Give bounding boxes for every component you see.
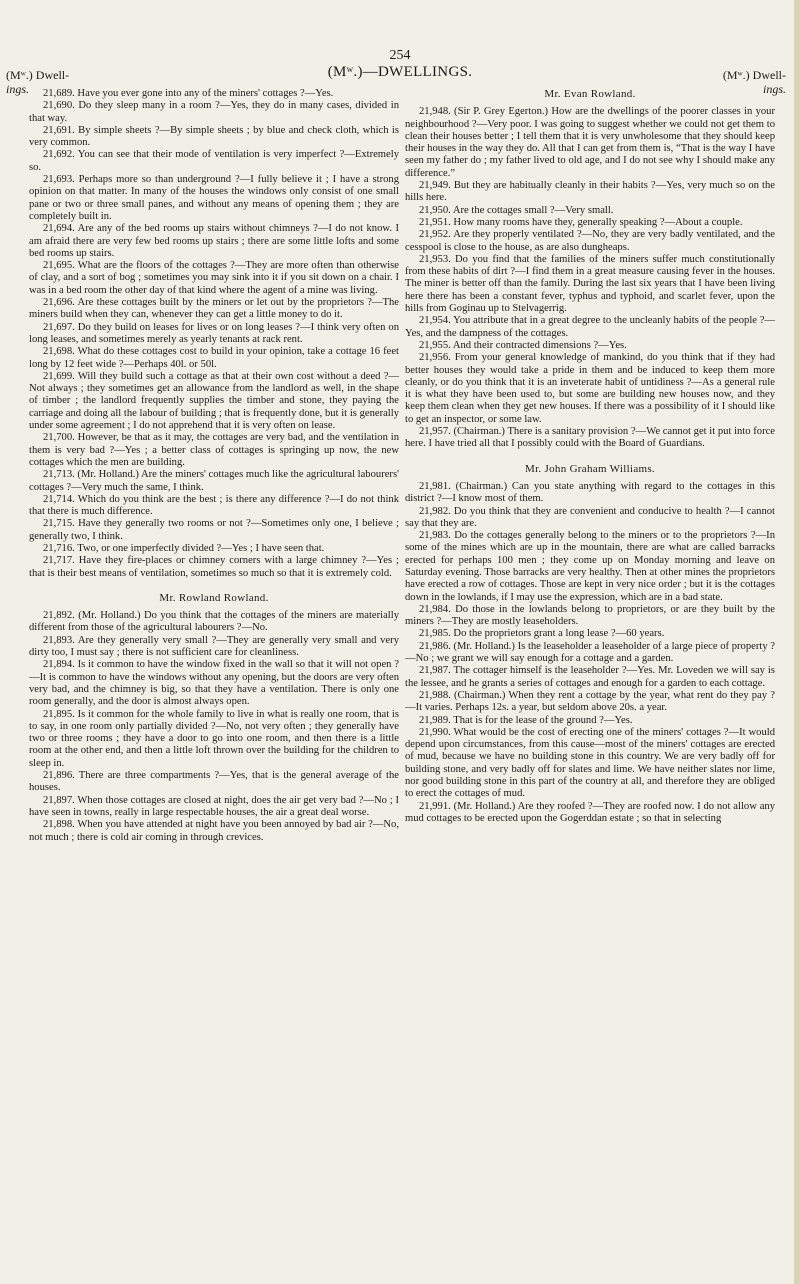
testimony-paragraph: 21,894. Is it common to have the window fixed in the wall so that it will not open ?—It is common to have the windows without any opening, but the doors are very often very bad, and the chimney is big, so that they have a ventilation. There is only one room generally, and the door is almost always open. bbox=[29, 659, 399, 708]
testimony-paragraph: 21,986. (Mr. Holland.) Is the leaseholder a leaseholder of a large piece of property ?—No ; we grant we will say enough for a cottage and a garden. bbox=[405, 640, 775, 665]
page-number: 254 bbox=[389, 48, 411, 63]
testimony-paragraph: 21,896. There are three compartments ?—Yes, that is the general average of the houses. bbox=[29, 770, 399, 794]
testimony-paragraph: 21,981. (Chairman.) Can you state anything with regard to the cottages in this district ?—I know most of them. bbox=[405, 480, 775, 505]
page-edge bbox=[794, 0, 800, 1284]
testimony-paragraph: 21,714. Which do you think are the best ; is there any difference ?—I do not think that there is much difference. bbox=[29, 493, 399, 518]
testimony-paragraph: 21,693. Perhaps more so than underground ?—I fully believe it ; I have a strong opinion on that matter. In many of the houses the windows only consist of one small pane or two or three small panes, and without any means of opening them ; they are completely built in. bbox=[29, 174, 399, 222]
testimony-paragraph: 21,988. (Chairman.) When they rent a cottage by the year, what rent do they pay ?—It varies. Perhaps 12s. a year, but seldom above 20s. a year. bbox=[405, 689, 775, 714]
testimony-paragraph: 21,892. (Mr. Holland.) Do you think that the cottages of the miners are materially different from those of the agricultural labourers ?—No. bbox=[29, 610, 399, 634]
testimony-paragraph: 21,692. You can see that their mode of ventilation is very imperfect ?—Extremely so. bbox=[29, 149, 399, 173]
left-margin-line-2: ings. bbox=[6, 82, 30, 96]
right-margin-line-2: ings. bbox=[762, 82, 786, 96]
testimony-paragraph: 21,691. By simple sheets ?—By simple sheets ; by blue and check cloth, which is very common. bbox=[29, 124, 399, 149]
testimony-paragraph: 21,690. Do they sleep many in a room ?—Yes, they do in many cases, divided in that way. bbox=[29, 100, 399, 124]
testimony-paragraph: 21,990. What would be the cost of erecting one of the miners' cottages ?—It would depend upon circumstances, from this cause—most of the miners' cottages are erected of mud, because we have no building stone in this country. We are very badly off for building stone, and very badly off for slates and lime. We have neither slates nor lime, nor good building stone in this part of the country at all, and therefore they are obliged to erect the cottages of mud. bbox=[405, 726, 775, 800]
testimony-paragraph: 21,694. Are any of the bed rooms up stairs without chimneys ?—I do not know. I am afraid there are very few bed rooms up stairs ; there are some little lofts and some bed rooms up stairs. bbox=[29, 223, 399, 259]
page-header-title: (Mʷ.)—DWELLINGS. bbox=[327, 64, 473, 80]
testimony-paragraph: 21,983. Do the cottages generally belong to the miners or to the proprietors ?—In some of the mines which are up in the mountain, there are what are called barracks erected for perhaps 100 men ; they come up on Monday morning and leave on Saturday evening. Those barracks are very healthy. Then at other mines the proprietors have erected a row of cottages. Those are kept in very nice order ; but it is the cottages down in the lowlands, if I may use the expression, which are in a bad state. bbox=[405, 530, 775, 603]
testimony-paragraph: 21,953. Do you find that the families of the miners suffer much constitutionally from these habits of dirt ?—I find them in a great measure causing fever in the houses. The miner is better off than the family. During the last six years that I have been living here there has been a constant fever, typhus and typhoid, and scarlet fever, upon the hills from Goginau up to Stelvagerrig. bbox=[405, 253, 775, 315]
testimony-paragraph: 21,897. When those cottages are closed at night, does the air get very bad ?—No ; I have seen in towns, really in large respectable houses, the air a great deal worse. bbox=[29, 794, 399, 818]
testimony-paragraph: 21,956. From your general knowledge of mankind, do you think that if they had better houses they would take a pride in them and be induced to keep them more cleanly, or do you think that it is an inveterate habit of untidiness ?—As a general rule it is what they have been used to, but some are building new houses now, and they keep them clean when they get new houses. If there was a possibility of it I should like to get an inspector, or some law. bbox=[405, 352, 775, 425]
left-column bbox=[29, 88, 399, 844]
witness-heading: Mr. Evan Rowland. bbox=[544, 88, 636, 100]
testimony-paragraph: 21,895. Is it common for the whole family to live in what is really one room, that is to say, in one room only partially divided ?—No, not very often ; they generally have two or three rooms ; they have a door to go into one room, and then there is a little room at the other end, and then a little loft thrown over the building for the children to sleep in. bbox=[29, 708, 399, 769]
testimony-paragraph: 21,954. You attribute that in a great degree to the uncleanly habits of the people ?—Yes, and the dampness of the cottages. bbox=[405, 315, 775, 339]
testimony-paragraph: 21,948. (Sir P. Grey Egerton.) How are the dwellings of the poorer classes in your neighbourhood ?—Very poor. I was going to suggest whether we could not get them to clean their houses better ; I tell them that it is very unwholesome that they should keep their houses in the way they do. All that I can get from them is, “That is the way I have seen my father do ; my father lived to old age, and I do not see why I should make any difference.” bbox=[405, 106, 775, 179]
testimony-paragraph: 21,957. (Chairman.) There is a sanitary provision ?—We cannot get it put into force here. I have tried all that I possibly could with the Board of Guardians. bbox=[405, 426, 775, 450]
testimony-paragraph: 21,715. Have they generally two rooms or not ?—Sometimes only one, I believe ; generally two, I think. bbox=[29, 518, 399, 542]
testimony-paragraph: 21,716. Two, or one imperfectly divided ?—Yes ; I have seen that. bbox=[43, 542, 325, 554]
testimony-paragraph: 21,700. However, be that as it may, the cottages are very bad, and the ventilation in them is very bad ?—Yes ; a better class of cottages is springing up now, the new cottages which the men are building. bbox=[29, 432, 399, 468]
testimony-paragraph: 21,696. Are these cottages built by the miners or let out by the proprietors ?—The miners build when they can, whenever they can get a little money to do it. bbox=[29, 297, 399, 321]
testimony-paragraph: 21,950. Are the cottages small ?—Very small. bbox=[419, 204, 614, 216]
testimony-paragraph: 21,893. Are they generally very small ?—They are generally very small and very dirty too, I must say ; there is not sufficient care for cleanliness. bbox=[29, 634, 399, 659]
testimony-paragraph: 21,955. And their contracted dimensions ?—Yes. bbox=[419, 339, 627, 351]
testimony-paragraph: 21,984. Do those in the lowlands belong to proprietors, or are they built by the miners ?—They are mostly leaseholders. bbox=[405, 603, 775, 628]
right-margin-line-1: (Mʷ.) Dwell- bbox=[722, 68, 786, 82]
testimony-paragraph: 21,985. Do the proprietors grant a long lease ?—60 years. bbox=[419, 628, 665, 640]
testimony-paragraph: 21,713. (Mr. Holland.) Are the miners' cottages much like the agricultural labourers' cottages ?—Very much the same, I think. bbox=[29, 469, 399, 493]
witness-heading: Mr. John Graham Williams. bbox=[525, 462, 655, 475]
testimony-paragraph: 21,951. How many rooms have they, generally speaking ?—About a couple. bbox=[419, 216, 743, 228]
testimony-paragraph: 21,982. Do you think that they are convenient and conducive to health ?—I cannot say that they are. bbox=[405, 505, 775, 529]
left-margin-line-1: (Mʷ.) Dwell- bbox=[6, 68, 70, 82]
testimony-paragraph: 21,697. Do they build on leases for lives or on long leases ?—I think very often on long leases, and sometimes merely as yearly tenants at rack rent. bbox=[29, 321, 399, 345]
testimony-paragraph: 21,699. Will they build such a cottage as that at their own cost without a deed ?—Not always ; they sometimes get an allowance from the landlord as well, in the shape of timber ; the landlord frequently supplies the timber and stone, they paying the carriage and doing all the labour of building ; that is frequently done, but it is generally under some agreement ; I do not apprehend that it is very often on lease. bbox=[29, 370, 399, 432]
witness-heading: Mr. Rowland Rowland. bbox=[159, 591, 269, 604]
testimony-paragraph: 21,695. What are the floors of the cottages ?—They are more often than otherwise of clay, and a sort of bog ; sometimes you may sink into it if you sit down on a chair. I was in a bed room the other day of that kind where the agent of a mine was living. bbox=[29, 260, 399, 296]
testimony-paragraph: 21,991. (Mr. Holland.) Are they roofed ?—They are roofed now. I do not allow any mud cottages to be erected upon the Gogerddan estate ; so that in selecting bbox=[405, 800, 775, 824]
testimony-paragraph: 21,949. But they are habitually cleanly in their habits ?—Yes, very much so on the hills here. bbox=[405, 180, 775, 204]
testimony-paragraph: 21,952. Are they properly ventilated ?—No, they are very badly ventilated, and the cesspool is close to the house, as are also dungheaps. bbox=[405, 229, 775, 253]
testimony-paragraph: 21,898. When you have attended at night have you been annoyed by bad air ?—No, not much ; there is cold air coming in through crevices. bbox=[29, 819, 399, 843]
right-column bbox=[405, 88, 775, 825]
testimony-paragraph: 21,689. Have you ever gone into any of the miners' cottages ?—Yes. bbox=[43, 88, 334, 99]
testimony-paragraph: 21,987. The cottager himself is the leaseholder ?—Yes. Mr. Loveden we will say is the lessee, and he grants a series of cottages and enough for a garden to each cottage. bbox=[405, 665, 775, 689]
testimony-paragraph: 21,698. What do these cottages cost to build in your opinion, take a cottage 16 feet long by 12 feet wide ?—Perhaps 40l. or 50l. bbox=[29, 346, 399, 370]
testimony-paragraph: 21,989. That is for the lease of the ground ?—Yes. bbox=[419, 714, 633, 726]
testimony-paragraph: 21,717. Have they fire-places or chimney corners with a large chimney ?—Yes ; that is their best means of ventilation, sometimes so much so that it is extremely cold. bbox=[29, 555, 399, 579]
